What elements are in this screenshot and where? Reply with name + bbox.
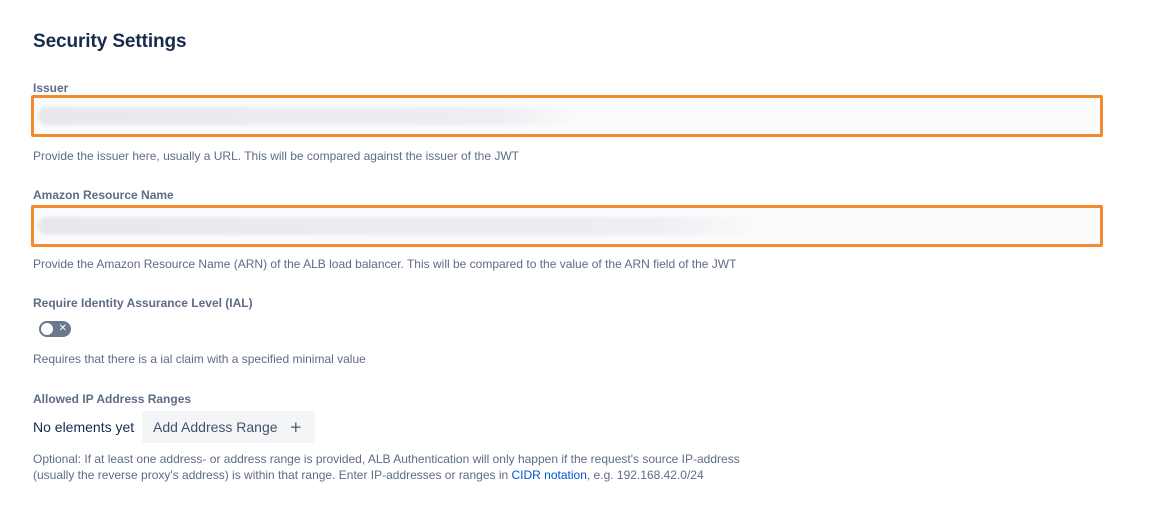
empty-state-text: No elements yet [33,419,135,435]
ial-label: Require Identity Assurance Level (IAL) [33,296,253,310]
arn-help-text: Provide the Amazon Resource Name (ARN) of the ALB load balancer. This will be compared to the value of the ARN field of the JWT [33,257,737,271]
arn-label: Amazon Resource Name [33,188,174,202]
close-icon: ✕ [58,323,67,334]
ial-help-text: Requires that there is a ial claim with a specified minimal value [33,352,366,366]
add-address-range-button[interactable] [142,411,315,443]
ip-ranges-help-line2 [33,467,740,483]
redacted-value [38,217,760,235]
toggle-knob [41,323,53,335]
ip-ranges-help-text [33,451,740,483]
arn-input[interactable] [31,205,1103,247]
ip-ranges-help-line1: Optional: If at least one address- or address range is provided, ALB Authentication will only happen if the request's source IP-address [33,452,740,466]
cidr-notation-link[interactable]: CIDR notation [511,468,587,482]
redacted-value [38,107,578,125]
add-address-range-label: Add Address Range [153,419,278,435]
plus-icon: + [289,418,303,436]
ial-toggle[interactable] [39,321,71,337]
issuer-input[interactable] [31,95,1103,137]
ip-ranges-label: Allowed IP Address Ranges [33,392,192,406]
issuer-label: Issuer [33,81,69,95]
issuer-help-text: Provide the issuer here, usually a URL. This will be compared against the issuer of the JWT [33,149,519,163]
help-prefix: (usually the reverse proxy's address) is within that range. Enter IP-addresses or ranges in [33,468,512,482]
page-title: Security Settings [33,31,187,52]
help-suffix: , e.g. 192.168.42.0/24 [586,468,704,482]
